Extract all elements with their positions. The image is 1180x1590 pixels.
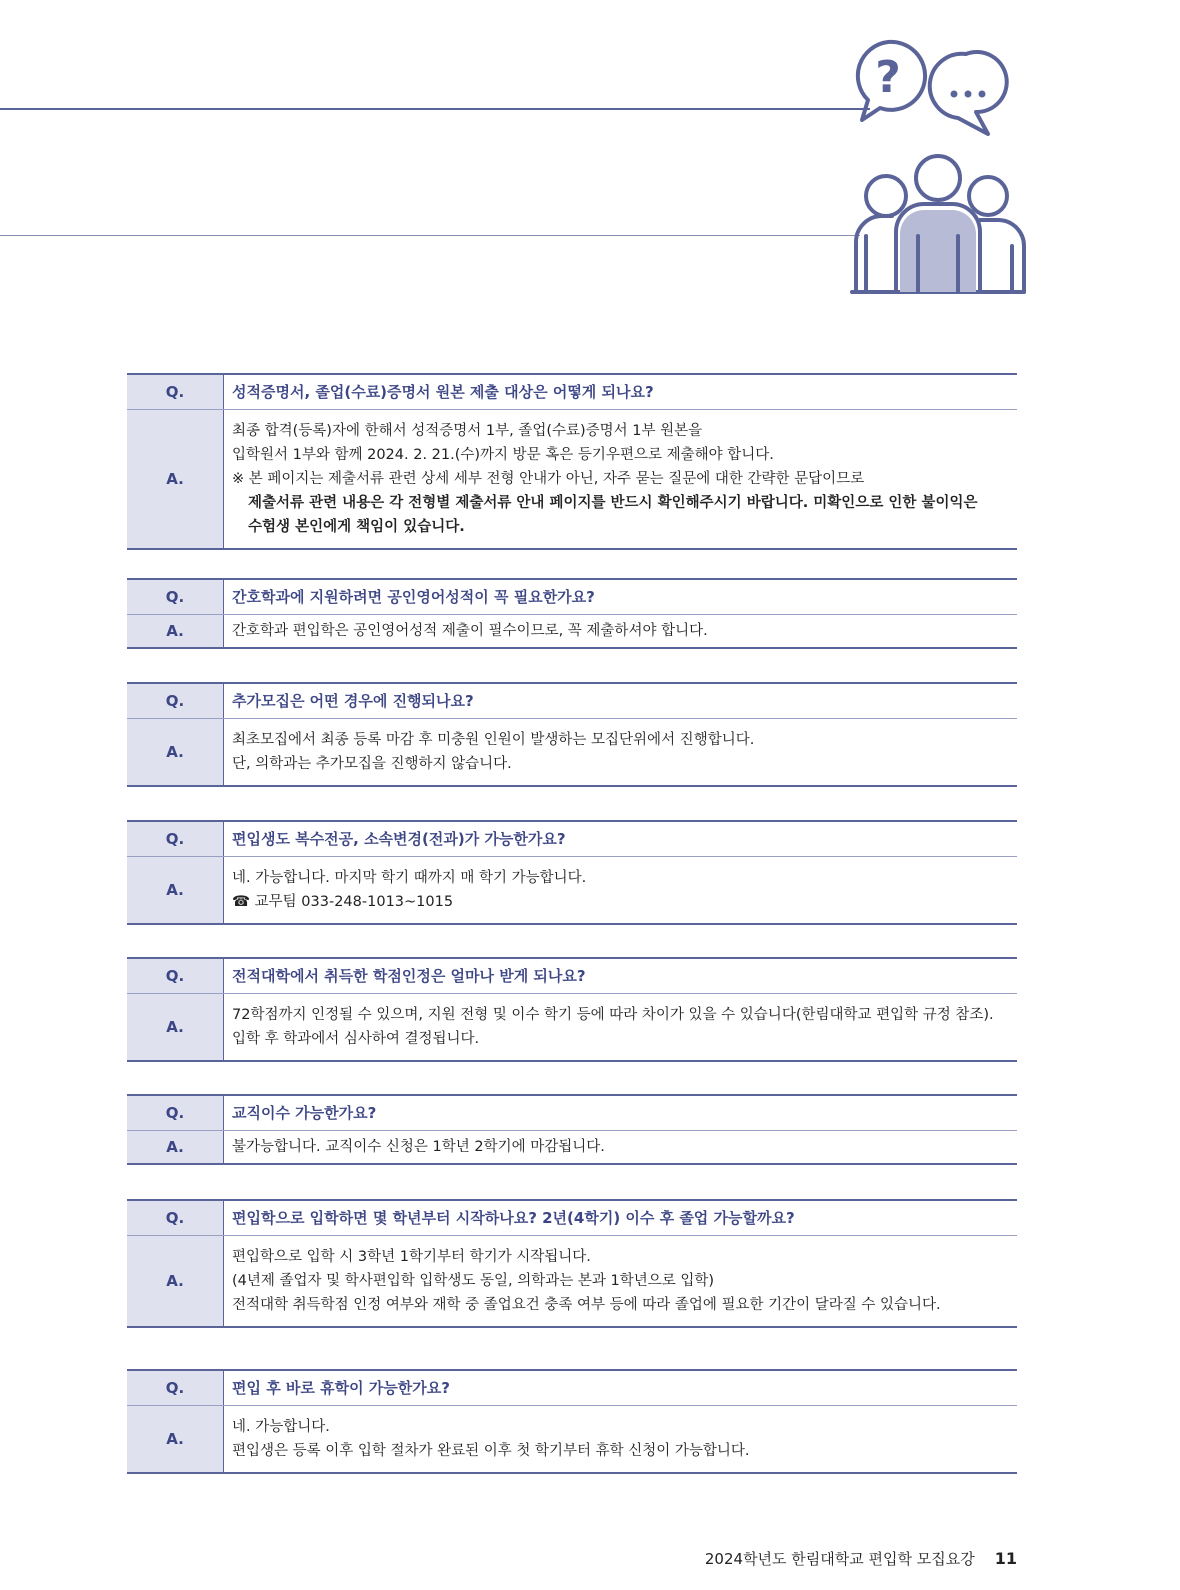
- question-text: 교직이수 가능한가요?: [232, 1104, 377, 1122]
- answer-line: 최초모집에서 최종 등록 마감 후 미충원 인원이 발생하는 모집단위에서 진행합니다.: [232, 732, 755, 748]
- answer-line: 단, 의학과는 추가모집을 진행하지 않습니다.: [232, 756, 512, 772]
- question-text: 편입생도 복수전공, 소속변경(전과)가 가능한가요?: [232, 830, 566, 848]
- answer-row: [127, 1235, 1017, 1326]
- faq-item-4: [127, 820, 1017, 925]
- question-row: [127, 1201, 1017, 1235]
- faq-item-5: [127, 957, 1017, 1062]
- q-label: Q.: [127, 1096, 224, 1130]
- faq-item-3: [127, 682, 1017, 787]
- faq-item-1: [127, 373, 1017, 550]
- answer-line: 네. 가능합니다.: [232, 1419, 330, 1435]
- question-row: [127, 580, 1017, 614]
- a-label: A.: [127, 1131, 224, 1163]
- footer-title: 2024학년도 한림대학교 편입학 모집요강: [704, 1550, 975, 1568]
- faq-item-8: [127, 1369, 1017, 1474]
- a-label: A.: [127, 615, 224, 647]
- answer-line: ※ 본 페이지는 제출서류 관련 상세 세부 전형 안내가 아닌, 자주 묻는 질문에 대한 간략한 문답이므로: [232, 471, 865, 487]
- a-label: A.: [127, 994, 224, 1060]
- question-row: [127, 1371, 1017, 1405]
- a-label: A.: [127, 1236, 224, 1326]
- answer-line: 전적대학 취득학점 인정 여부와 재학 중 졸업요건 충족 여부 등에 따라 졸업에 필요한 기간이 달라질 수 있습니다.: [232, 1297, 941, 1313]
- answer-line: 최종 합격(등록)자에 한해서 성적증명서 1부, 졸업(수료)증명서 1부 원본을: [232, 423, 703, 439]
- answer-text: [224, 994, 1017, 1060]
- header-rule-top: [0, 108, 870, 110]
- answer-text: [224, 615, 1017, 647]
- answer-row: [127, 1405, 1017, 1472]
- q-label: Q.: [127, 1201, 224, 1235]
- question-text: 편입 후 바로 휴학이 가능한가요?: [232, 1379, 450, 1397]
- a-label: A.: [127, 410, 224, 548]
- answer-line: 간호학과 편입학은 공인영어성적 제출이 필수이므로, 꼭 제출하셔야 합니다.: [232, 623, 708, 639]
- q-label: Q.: [127, 822, 224, 856]
- answer-line: 입학 후 학과에서 심사하여 결정됩니다.: [232, 1031, 480, 1047]
- question-text: 전적대학에서 취득한 학점인정은 얼마나 받게 되나요?: [232, 967, 586, 985]
- answer-text: [224, 857, 1017, 923]
- answer-line: 72학점까지 인정될 수 있으며, 지원 전형 및 이수 학기 등에 따라 차이가 있을 수 있습니다(한림대학교 편입학 규정 참조).: [232, 1007, 994, 1023]
- faq-item-6: [127, 1094, 1017, 1165]
- q-label: Q.: [127, 684, 224, 718]
- question-row: [127, 959, 1017, 993]
- page-footer: [705, 1548, 1017, 1569]
- answer-row: [127, 856, 1017, 923]
- question-text: 성적증명서, 졸업(수료)증명서 원본 제출 대상은 어떻게 되나요?: [232, 383, 654, 401]
- q-label: Q.: [127, 375, 224, 409]
- answer-row: [127, 718, 1017, 785]
- answer-text: [224, 1406, 1017, 1472]
- question-row: [127, 822, 1017, 856]
- phone-line: ☎ 교무팀 033-248-1013~1015: [232, 894, 454, 910]
- answer-line: 불가능합니다. 교직이수 신청은 1학년 2학기에 마감됩니다.: [232, 1139, 605, 1155]
- answer-line: 편입생은 등록 이후 입학 절차가 완료된 이후 첫 학기부터 휴학 신청이 가능합니다.: [232, 1443, 750, 1459]
- question-row: [127, 375, 1017, 409]
- answer-text: [224, 1236, 1017, 1326]
- faq-item-7: [127, 1199, 1017, 1328]
- answer-row: [127, 614, 1017, 647]
- q-label: Q.: [127, 959, 224, 993]
- faq-people-icon: [848, 36, 1028, 304]
- answer-line: 네. 가능합니다. 마지막 학기 때까지 매 학기 가능합니다.: [232, 870, 587, 886]
- answer-text: [224, 410, 1017, 548]
- page-number: 11: [994, 1549, 1017, 1568]
- a-label: A.: [127, 1406, 224, 1472]
- header-rule-bottom: [0, 235, 860, 236]
- a-label: A.: [127, 719, 224, 785]
- answer-row: [127, 993, 1017, 1060]
- faq-item-2: [127, 578, 1017, 649]
- answer-line: 편입학으로 입학 시 3학년 1학기부터 학기가 시작됩니다.: [232, 1249, 591, 1265]
- answer-row: [127, 1130, 1017, 1163]
- question-text: 편입학으로 입학하면 몇 학년부터 시작하나요? 2년(4학기) 이수 후 졸업 가능할까요?: [232, 1209, 795, 1227]
- question-text: 간호학과에 지원하려면 공인영어성적이 꼭 필요한가요?: [232, 588, 595, 606]
- question-text: 추가모집은 어떤 경우에 진행되나요?: [232, 692, 474, 710]
- q-label: Q.: [127, 1371, 224, 1405]
- answer-notice: 제출서류 관련 내용은 각 전형별 제출서류 안내 페이지를 반드시 확인해주시기 바랍니다. 미확인으로 인한 불이익은: [248, 495, 978, 511]
- answer-text: [224, 719, 1017, 785]
- answer-row: [127, 409, 1017, 548]
- q-label: Q.: [127, 580, 224, 614]
- answer-notice: 수험생 본인에게 책임이 있습니다.: [248, 519, 465, 535]
- a-label: A.: [127, 857, 224, 923]
- answer-text: [224, 1131, 1017, 1163]
- answer-line: (4년제 졸업자 및 학사편입학 입학생도 동일, 의학과는 본과 1학년으로 입학): [232, 1273, 715, 1289]
- question-row: [127, 1096, 1017, 1130]
- answer-line: 입학원서 1부와 함께 2024. 2. 21.(수)까지 방문 혹은 등기우편으로 제출해야 합니다.: [232, 447, 774, 463]
- svg-text:?: ?: [875, 52, 901, 103]
- question-row: [127, 684, 1017, 718]
